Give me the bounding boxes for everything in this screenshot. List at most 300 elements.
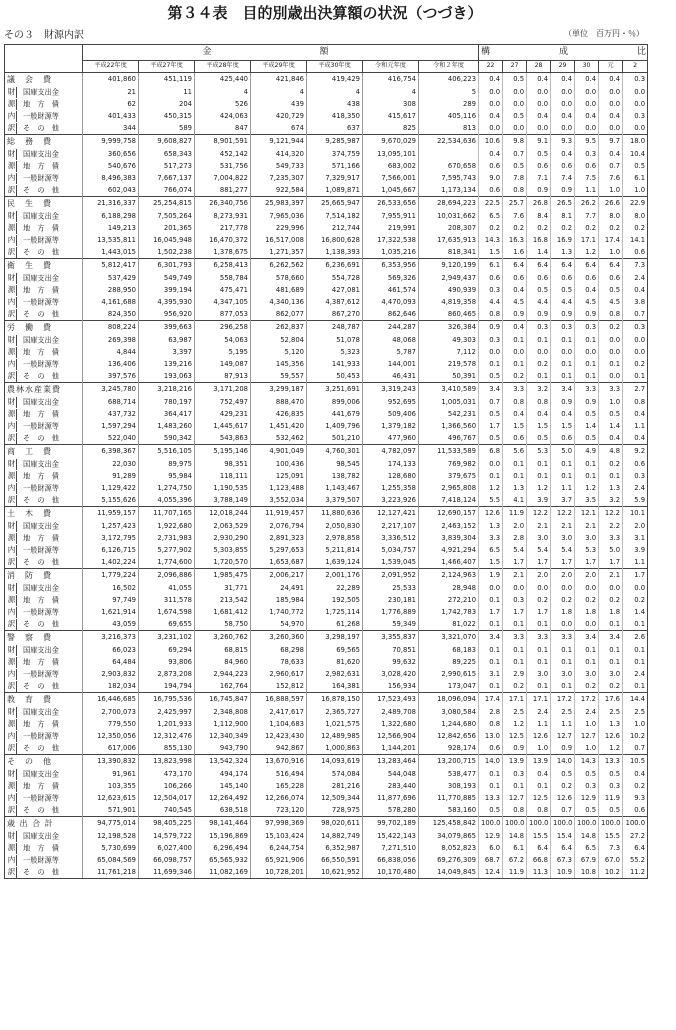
bracket-line xyxy=(16,149,21,160)
amount-cell: 22,030 xyxy=(83,458,139,470)
amount-cell: 1,123,488 xyxy=(251,482,307,494)
amount-cell: 91,961 xyxy=(83,768,139,780)
row-label-cell xyxy=(5,830,83,842)
ratio-cell: 0.0 xyxy=(623,86,648,98)
ratio-cell: 1.1 xyxy=(551,718,575,730)
source-label: 国庫支出金 xyxy=(23,707,59,716)
ratio-cell: 1.8 xyxy=(599,606,623,618)
ratio-cell: 1.5 xyxy=(479,556,503,569)
ratio-cell: 0.6 xyxy=(575,272,599,284)
row-label-cell xyxy=(5,792,83,804)
header-year: 令和元年度 xyxy=(363,61,419,73)
bracket-line xyxy=(16,607,21,618)
amount-cell: 69,655 xyxy=(139,618,195,631)
amount-cell: 4,470,093 xyxy=(363,296,419,308)
bracket-line xyxy=(16,211,21,222)
amount-cell: 415,617 xyxy=(363,110,419,122)
amount-cell: 589 xyxy=(139,122,195,135)
source-label: 国庫支出金 xyxy=(23,831,59,840)
amount-cell: 1,539,045 xyxy=(363,556,419,569)
ratio-cell: 0.1 xyxy=(551,458,575,470)
header-year: 平成27年度 xyxy=(139,61,195,73)
bracket-line xyxy=(16,657,21,668)
table-row-sub xyxy=(5,370,648,383)
ratio-cell: 1.0 xyxy=(599,246,623,259)
amount-cell: 12,690,157 xyxy=(419,507,479,521)
ratio-cell: 3.2 xyxy=(599,494,623,507)
ratio-cell: 0.1 xyxy=(575,470,599,482)
amount-cell: 813 xyxy=(419,122,479,135)
amount-cell: 185,984 xyxy=(251,594,307,606)
ratio-cell: 0.3 xyxy=(575,321,599,335)
amount-cell: 1,779,224 xyxy=(83,569,139,583)
amount-cell: 2,217,107 xyxy=(363,520,419,532)
ratio-cell: 0.1 xyxy=(503,656,527,668)
ratio-cell: 5.9 xyxy=(623,494,648,507)
source-breakdown-marker: 源 xyxy=(7,595,16,604)
ratio-cell: 6.5 xyxy=(479,544,503,556)
amount-cell: 12,127,421 xyxy=(363,507,419,521)
ratio-cell: 3.1 xyxy=(479,668,503,680)
amount-cell: 540,676 xyxy=(83,160,139,172)
ratio-cell: 3.0 xyxy=(527,532,551,544)
ratio-cell: 1.0 xyxy=(599,184,623,197)
amount-cell: 11,761,218 xyxy=(83,866,139,879)
amount-cell: 437,732 xyxy=(83,408,139,420)
ratio-cell: 0.4 xyxy=(527,408,551,420)
amount-cell: 12,018,244 xyxy=(195,507,251,521)
amount-cell: 11,699,346 xyxy=(139,866,195,879)
source-breakdown-marker: 内 xyxy=(7,545,16,554)
amount-cell: 97,998,369 xyxy=(251,817,307,831)
amount-cell: 219,991 xyxy=(363,222,419,234)
amount-cell: 1,244,680 xyxy=(419,718,479,730)
source-breakdown-marker: 内 xyxy=(7,111,16,120)
ratio-cell: 3.3 xyxy=(479,532,503,544)
ratio-cell: 1.8 xyxy=(575,606,599,618)
ratio-cell: 66.8 xyxy=(527,854,551,866)
amount-cell: 6,244,754 xyxy=(251,842,307,854)
ratio-cell: 2.0 xyxy=(551,569,575,583)
row-label-cell xyxy=(5,172,83,184)
ratio-cell: 2.6 xyxy=(623,631,648,645)
ratio-cell: 0.1 xyxy=(599,358,623,370)
amount-cell: 1,725,114 xyxy=(307,606,363,618)
amount-cell: 1,674,598 xyxy=(139,606,195,618)
category-label: 総 務 費 xyxy=(7,136,52,146)
source-label: 地 方 債 xyxy=(23,595,59,604)
table-row-sub xyxy=(5,346,648,358)
amount-cell: 8,496,383 xyxy=(83,172,139,184)
source-label: そ の 他 xyxy=(23,681,59,690)
ratio-cell: 8.0 xyxy=(599,210,623,222)
row-label-cell xyxy=(5,210,83,222)
amount-cell: 13,283,464 xyxy=(363,755,419,769)
row-label-cell xyxy=(5,432,83,445)
amount-cell: 7,965,036 xyxy=(251,210,307,222)
amount-cell: 2,365,727 xyxy=(307,706,363,718)
table-row-sub xyxy=(5,172,648,184)
amount-cell: 881,277 xyxy=(195,184,251,197)
ratio-cell: 0.6 xyxy=(479,272,503,284)
amount-cell: 212,744 xyxy=(307,222,363,234)
amount-cell: 1,653,687 xyxy=(251,556,307,569)
amount-cell: 65,565,932 xyxy=(195,854,251,866)
amount-cell: 145,356 xyxy=(251,358,307,370)
source-breakdown-marker: 源 xyxy=(7,843,16,852)
ratio-cell: 0.5 xyxy=(575,432,599,445)
amount-cell: 269,398 xyxy=(83,334,139,346)
amount-cell: 2,990,615 xyxy=(419,668,479,680)
amount-cell: 1,089,871 xyxy=(307,184,363,197)
ratio-cell: 1.3 xyxy=(503,482,527,494)
ratio-cell: 0.0 xyxy=(575,582,599,594)
ratio-cell: 0.5 xyxy=(503,73,527,87)
amount-cell: 780,197 xyxy=(139,396,195,408)
source-label: 地 方 債 xyxy=(23,657,59,666)
row-label-cell xyxy=(5,730,83,742)
table-row-main xyxy=(5,507,648,521)
amount-cell: 3,410,589 xyxy=(419,383,479,397)
amount-cell: 1,466,407 xyxy=(419,556,479,569)
bracket-line xyxy=(16,793,21,804)
table-row-sub xyxy=(5,420,648,432)
source-breakdown-marker: 財 xyxy=(7,707,16,716)
amount-cell: 13,542,324 xyxy=(195,755,251,769)
ratio-cell: 10.5 xyxy=(623,755,648,769)
amount-cell: 103,355 xyxy=(83,780,139,792)
amount-cell: 2,076,794 xyxy=(251,520,307,532)
source-label: 国庫支出金 xyxy=(23,211,59,220)
amount-cell: 2,873,208 xyxy=(139,668,195,680)
amount-cell: 10,170,480 xyxy=(363,866,419,879)
amount-cell: 7,271,510 xyxy=(363,842,419,854)
table-row-main xyxy=(5,631,648,645)
amount-cell: 3,319,243 xyxy=(363,383,419,397)
ratio-cell: 1.2 xyxy=(479,482,503,494)
amount-cell: 426,835 xyxy=(251,408,307,420)
amount-cell: 544,048 xyxy=(363,768,419,780)
ratio-cell: 0.1 xyxy=(527,334,551,346)
ratio-cell: 11.3 xyxy=(527,866,551,879)
amount-cell: 928,174 xyxy=(419,742,479,755)
ratio-cell: 0.3 xyxy=(623,73,648,87)
ratio-cell: 12.7 xyxy=(575,730,599,742)
ratio-cell: 0.1 xyxy=(527,470,551,482)
table-row-sub xyxy=(5,792,648,804)
row-label-cell xyxy=(5,742,83,755)
ratio-cell: 0.8 xyxy=(527,804,551,817)
amount-cell: 2,965,808 xyxy=(419,482,479,494)
amount-cell: 1,005,031 xyxy=(419,396,479,408)
bracket-line xyxy=(16,433,21,444)
ratio-cell: 1.8 xyxy=(551,606,575,618)
amount-cell: 543,863 xyxy=(195,432,251,445)
ratio-cell: 0.2 xyxy=(551,780,575,792)
source-breakdown-marker: 源 xyxy=(7,99,16,108)
bracket-line xyxy=(16,371,21,382)
table-row-sub xyxy=(5,334,648,346)
ratio-cell: 0.2 xyxy=(551,594,575,606)
ratio-cell: 12.2 xyxy=(599,507,623,521)
amount-cell: 5,034,757 xyxy=(363,544,419,556)
source-breakdown-marker: 内 xyxy=(7,483,16,492)
source-label: 国庫支出金 xyxy=(23,645,59,654)
amount-cell: 28,948 xyxy=(419,582,479,594)
ratio-cell: 7.3 xyxy=(599,842,623,854)
ratio-cell: 0.4 xyxy=(527,73,551,87)
amount-cell: 397,576 xyxy=(83,370,139,383)
category-label: 労 働 費 xyxy=(7,322,52,332)
ratio-cell: 1.2 xyxy=(503,718,527,730)
amount-cell: 283,440 xyxy=(363,780,419,792)
bracket-line xyxy=(16,521,21,532)
amount-cell: 344 xyxy=(83,122,139,135)
ratio-cell: 1.2 xyxy=(527,482,551,494)
amount-cell: 1,483,260 xyxy=(139,420,195,432)
ratio-cell: 6.4 xyxy=(551,842,575,854)
ratio-cell: 6.1 xyxy=(479,259,503,273)
amount-cell: 2,050,830 xyxy=(307,520,363,532)
table-row-main xyxy=(5,259,648,273)
amount-cell: 162,764 xyxy=(195,680,251,693)
ratio-cell: 0.3 xyxy=(479,334,503,346)
ratio-cell: 8.4 xyxy=(527,210,551,222)
ratio-cell: 0.1 xyxy=(551,370,575,383)
amount-cell: 65,921,906 xyxy=(251,854,307,866)
amount-cell: 6,352,987 xyxy=(307,842,363,854)
row-label-cell xyxy=(5,122,83,135)
ratio-cell: 0.2 xyxy=(575,222,599,234)
amount-cell: 2,006,217 xyxy=(251,569,307,583)
ratio-cell: 26.8 xyxy=(527,197,551,211)
amount-cell: 578,660 xyxy=(251,272,307,284)
ratio-cell: 1.4 xyxy=(575,420,599,432)
bracket-line xyxy=(16,397,21,408)
ratio-cell: 0.4 xyxy=(479,148,503,160)
ratio-cell: 5.0 xyxy=(599,544,623,556)
row-label-cell xyxy=(5,556,83,569)
category-label: 消 防 費 xyxy=(7,570,52,580)
amount-cell: 7,667,137 xyxy=(139,172,195,184)
ratio-cell: 8.0 xyxy=(623,210,648,222)
source-breakdown-marker: 財 xyxy=(7,87,16,96)
ratio-cell: 0.9 xyxy=(551,184,575,197)
ratio-cell: 0.3 xyxy=(623,321,648,335)
amount-cell: 248,787 xyxy=(307,321,363,335)
amount-cell: 2,982,631 xyxy=(307,668,363,680)
bracket-line xyxy=(16,471,21,482)
ratio-cell: 0.5 xyxy=(599,804,623,817)
ratio-cell: 3.3 xyxy=(599,532,623,544)
bracket-line xyxy=(16,347,21,358)
amount-cell: 16,502 xyxy=(83,582,139,594)
ratio-cell: 0.1 xyxy=(527,370,551,383)
ratio-cell: 1.2 xyxy=(575,246,599,259)
table-row-sub xyxy=(5,470,648,482)
ratio-cell: 6.4 xyxy=(551,259,575,273)
ratio-cell: 1.1 xyxy=(575,184,599,197)
table-row-main xyxy=(5,321,648,335)
ratio-cell: 0.9 xyxy=(551,742,575,755)
ratio-cell: 0.4 xyxy=(575,284,599,296)
amount-cell: 7,566,001 xyxy=(363,172,419,184)
expenditure-table xyxy=(4,44,676,879)
bracket-line xyxy=(16,223,21,234)
ratio-cell: 0.4 xyxy=(575,73,599,87)
row-label-cell xyxy=(5,755,83,769)
ratio-cell: 0.1 xyxy=(551,358,575,370)
ratio-cell: 1.3 xyxy=(551,246,575,259)
ratio-cell: 4.1 xyxy=(503,494,527,507)
ratio-cell: 2.5 xyxy=(599,706,623,718)
amount-cell: 26,533,656 xyxy=(363,197,419,211)
ratio-cell: 0.0 xyxy=(623,334,648,346)
amount-cell: 50,391 xyxy=(419,370,479,383)
bracket-line xyxy=(16,247,21,258)
amount-cell: 549,733 xyxy=(251,160,307,172)
ratio-cell: 0.0 xyxy=(503,346,527,358)
amount-cell: 2,903,832 xyxy=(83,668,139,680)
table-row-sub xyxy=(5,668,648,680)
amount-cell: 5,120 xyxy=(251,346,307,358)
row-label-cell xyxy=(5,470,83,482)
amount-cell: 1,274,750 xyxy=(139,482,195,494)
ratio-cell: 0.2 xyxy=(599,594,623,606)
amount-cell: 1,639,124 xyxy=(307,556,363,569)
amount-cell: 59,557 xyxy=(251,370,307,383)
ratio-cell: 0.4 xyxy=(623,768,648,780)
bracket-line xyxy=(16,161,21,172)
amount-cell: 425,440 xyxy=(195,73,251,87)
amount-cell: 12,509,344 xyxy=(307,792,363,804)
amount-cell: 1,129,422 xyxy=(83,482,139,494)
ratio-cell: 0.4 xyxy=(623,284,648,296)
amount-cell: 571,901 xyxy=(83,804,139,817)
amount-cell: 496,767 xyxy=(419,432,479,445)
table-row-main xyxy=(5,817,648,831)
source-breakdown-marker: 訳 xyxy=(7,557,16,566)
amount-cell: 532,462 xyxy=(251,432,307,445)
ratio-cell: 7.6 xyxy=(599,172,623,184)
amount-cell: 3,260,762 xyxy=(195,631,251,645)
ratio-cell: 5.4 xyxy=(551,544,575,556)
ratio-cell: 0.4 xyxy=(551,408,575,420)
amount-cell: 5 xyxy=(419,86,479,98)
ratio-cell: 0.0 xyxy=(623,582,648,594)
amount-cell: 12,340,349 xyxy=(195,730,251,742)
ratio-cell: 0.9 xyxy=(527,308,551,321)
ratio-cell: 0.1 xyxy=(503,334,527,346)
source-breakdown-marker: 内 xyxy=(7,297,16,306)
ratio-cell: 0.1 xyxy=(479,594,503,606)
source-label: そ の 他 xyxy=(23,867,59,876)
ratio-cell: 3.0 xyxy=(599,668,623,680)
bracket-line xyxy=(16,805,21,816)
ratio-cell: 3.0 xyxy=(527,668,551,680)
ratio-cell: 2.1 xyxy=(551,520,575,532)
amount-cell: 406,223 xyxy=(419,73,479,87)
row-label-cell xyxy=(5,494,83,507)
ratio-cell: 0.5 xyxy=(575,768,599,780)
ratio-cell: 9.3 xyxy=(551,135,575,149)
bracket-line xyxy=(16,459,21,470)
row-label-cell xyxy=(5,866,83,879)
amount-cell: 99,632 xyxy=(363,656,419,668)
ratio-cell: 2.2 xyxy=(599,520,623,532)
amount-cell: 204 xyxy=(139,98,195,110)
header-ratio-year: 30 xyxy=(575,61,599,73)
ratio-cell: 17.1 xyxy=(527,693,551,707)
ratio-cell: 7.1 xyxy=(527,172,551,184)
amount-cell: 311,578 xyxy=(139,594,195,606)
amount-cell: 1,201,933 xyxy=(139,718,195,730)
source-breakdown-marker: 訳 xyxy=(7,123,16,132)
ratio-cell: 1.5 xyxy=(503,420,527,432)
amount-cell: 2,949,437 xyxy=(419,272,479,284)
row-label-cell xyxy=(5,445,83,459)
ratio-cell: 0.4 xyxy=(599,148,623,160)
source-label: そ の 他 xyxy=(23,495,59,504)
amount-cell: 4 xyxy=(363,86,419,98)
ratio-cell: 2.1 xyxy=(599,569,623,583)
ratio-cell: 22.5 xyxy=(479,197,503,211)
category-label: そ の 他 xyxy=(7,756,52,766)
ratio-cell: 12.5 xyxy=(527,792,551,804)
row-label-cell xyxy=(5,110,83,122)
ratio-cell: 3.3 xyxy=(503,383,527,397)
row-label-cell xyxy=(5,606,83,618)
amount-cell: 24,491 xyxy=(251,582,307,594)
ratio-cell: 0.1 xyxy=(599,470,623,482)
ratio-cell: 0.0 xyxy=(575,346,599,358)
amount-cell: 15,103,424 xyxy=(251,830,307,842)
amount-cell: 43,059 xyxy=(83,618,139,631)
table-row-main xyxy=(5,197,648,211)
amount-cell: 4 xyxy=(195,86,251,98)
amount-cell: 118,111 xyxy=(195,470,251,482)
ratio-cell: 0.5 xyxy=(623,160,648,172)
ratio-cell: 7.5 xyxy=(575,172,599,184)
amount-cell: 229,996 xyxy=(251,222,307,234)
amount-cell: 1,257,423 xyxy=(83,520,139,532)
table-row-sub xyxy=(5,432,648,445)
category-label: 議 会 費 xyxy=(7,74,52,84)
amount-cell: 7,955,911 xyxy=(363,210,419,222)
source-label: そ の 他 xyxy=(23,185,59,194)
ratio-cell: 1.2 xyxy=(575,482,599,494)
ratio-cell: 0.0 xyxy=(527,86,551,98)
amount-cell: 574,084 xyxy=(307,768,363,780)
ratio-cell: 2.4 xyxy=(575,706,599,718)
amount-cell: 1,443,015 xyxy=(83,246,139,259)
table-row-sub xyxy=(5,234,648,246)
ratio-cell: 12.1 xyxy=(575,507,599,521)
amount-cell: 9,120,199 xyxy=(419,259,479,273)
source-label: 地 方 債 xyxy=(23,161,59,170)
amount-cell: 12,842,656 xyxy=(419,730,479,742)
amount-cell: 7,505,264 xyxy=(139,210,195,222)
amount-cell: 16,470,372 xyxy=(195,234,251,246)
ratio-cell: 11.9 xyxy=(503,507,527,521)
ratio-cell: 2.4 xyxy=(623,272,648,284)
amount-cell: 3,379,507 xyxy=(307,494,363,507)
ratio-cell: 2.4 xyxy=(623,482,648,494)
table-row-main xyxy=(5,383,648,397)
amount-cell: 12,504,017 xyxy=(139,792,195,804)
ratio-cell: 0.4 xyxy=(479,73,503,87)
ratio-cell: 0.0 xyxy=(479,86,503,98)
